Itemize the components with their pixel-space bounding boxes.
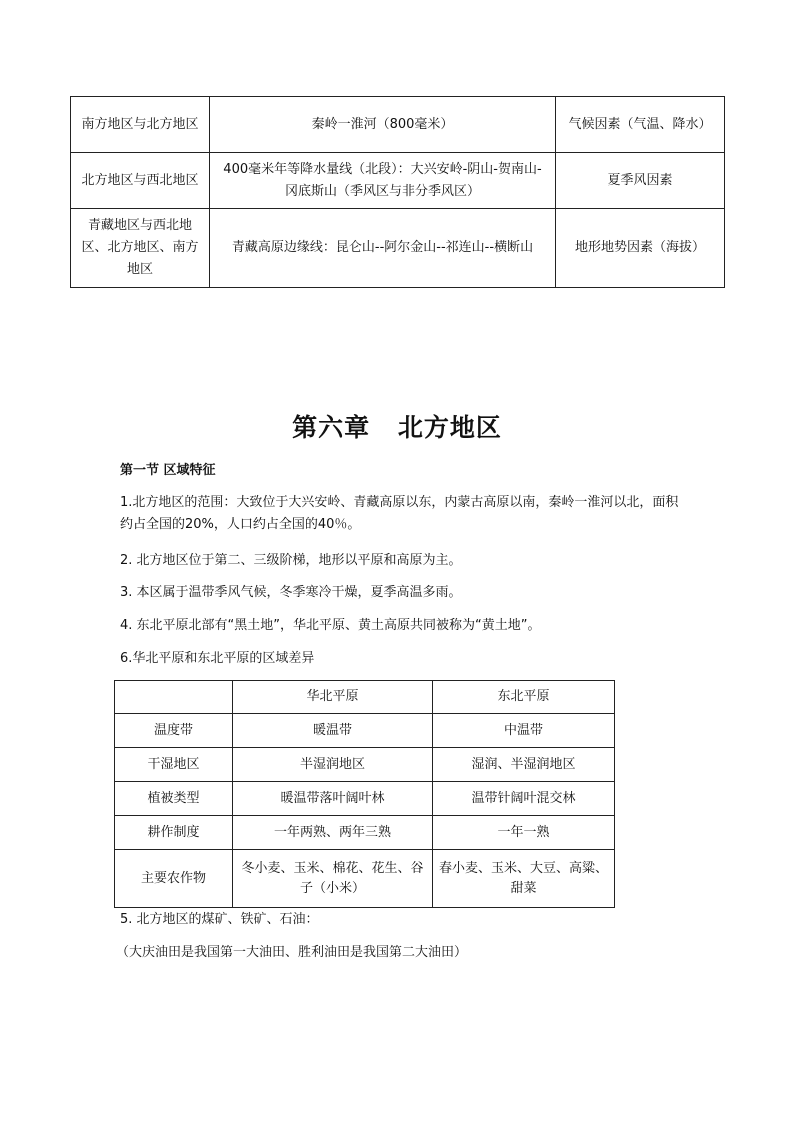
boundary-cell: 秦岭一淮河（800毫米） bbox=[210, 97, 556, 153]
factor-cell: 夏季风因素 bbox=[556, 153, 725, 209]
row-label-cell: 温度带 bbox=[115, 714, 233, 748]
table-row bbox=[115, 850, 615, 908]
section-title: 第一节 区域特征 bbox=[120, 463, 216, 478]
table-row bbox=[71, 153, 725, 209]
paragraph-resources: 5. 北方地区的煤矿、铁矿、石油： bbox=[120, 912, 319, 927]
plain-comparison-table bbox=[114, 680, 615, 908]
table-cell: 湿润、半湿润地区 bbox=[433, 748, 615, 782]
region-boundary-table bbox=[70, 96, 725, 288]
regions-cell: 青藏地区与西北地区、北方地区、南方地区 bbox=[71, 209, 210, 288]
table-cell: 冬小麦、玉米、棉花、花生、谷子（小米） bbox=[233, 850, 433, 908]
row-label-cell: 主要农作物 bbox=[115, 850, 233, 908]
table-cell: 暖温带落叶阔叶林 bbox=[233, 782, 433, 816]
row-label-cell: 耕作制度 bbox=[115, 816, 233, 850]
paragraph-terrain: 2. 北方地区位于第二、三级阶梯，地形以平原和高原为主。 bbox=[120, 553, 462, 568]
row-label-cell: 植被类型 bbox=[115, 782, 233, 816]
table-row bbox=[115, 782, 615, 816]
header-cell: 华北平原 bbox=[233, 681, 433, 714]
table-row bbox=[71, 209, 725, 288]
boundary-cell: 青藏高原边缘线：昆仑山--阿尔金山--祁连山--横断山 bbox=[210, 209, 556, 288]
table-row bbox=[71, 97, 725, 153]
table-row bbox=[115, 714, 615, 748]
regions-cell: 南方地区与北方地区 bbox=[71, 97, 210, 153]
factor-cell: 地形地势因素（海拔） bbox=[556, 209, 725, 288]
table-cell: 春小麦、玉米、大豆、高粱、甜菜 bbox=[433, 850, 615, 908]
table-row bbox=[115, 816, 615, 850]
chapter-title: 第六章 北方地区 bbox=[292, 413, 502, 442]
factor-cell: 气候因素（气温、降水） bbox=[556, 97, 725, 153]
table-cell: 中温带 bbox=[433, 714, 615, 748]
row-label-cell: 干湿地区 bbox=[115, 748, 233, 782]
paragraph-table-caption: 6.华北平原和东北平原的区域差异 bbox=[120, 651, 315, 666]
table-cell: 一年两熟、两年三熟 bbox=[233, 816, 433, 850]
table-cell: 暖温带 bbox=[233, 714, 433, 748]
regions-cell: 北方地区与西北地区 bbox=[71, 153, 210, 209]
boundary-cell: 400毫米年等降水量线（北段）：大兴安岭-阴山-贺南山-冈底斯山（季风区与非分季风区） bbox=[210, 153, 556, 209]
paragraph-oilfields: （大庆油田是我国第一大油田、胜利油田是我国第二大油田） bbox=[116, 945, 468, 960]
table-cell: 半湿润地区 bbox=[233, 748, 433, 782]
paragraph-scope: 1.北方地区的范围：大致位于大兴安岭、青藏高原以东，内蒙古高原以南，秦岭一淮河以北，面积约占全国的20%，人口约占全国的40％。 bbox=[120, 495, 679, 532]
table-cell: 一年一熟 bbox=[433, 816, 615, 850]
table-cell: 温带针阔叶混交林 bbox=[433, 782, 615, 816]
paragraph-climate: 3. 本区属于温带季风气候，冬季寒冷干燥，夏季高温多雨。 bbox=[120, 585, 462, 600]
header-cell: 东北平原 bbox=[433, 681, 615, 714]
table-header-row bbox=[115, 681, 615, 714]
header-cell-empty bbox=[115, 681, 233, 714]
table-row bbox=[115, 748, 615, 782]
paragraph-soil: 4. 东北平原北部有“黑土地”，华北平原、黄土高原共同被称为“黄土地”。 bbox=[120, 618, 541, 633]
